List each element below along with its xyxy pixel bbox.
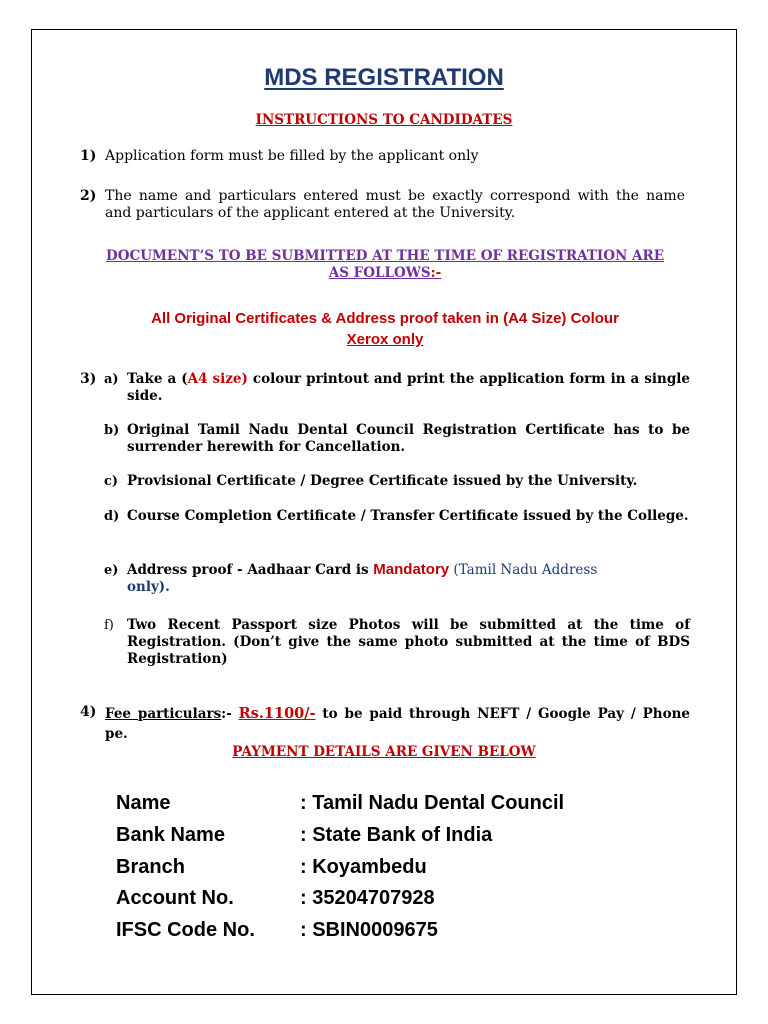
bank-ifsc-label: IFSC Code No. (116, 919, 255, 941)
item-3f-label: f) (104, 618, 114, 633)
bank-ifsc-value: : SBIN0009675 (300, 919, 438, 941)
item-3a-label: a) (104, 372, 119, 387)
originals-note (80, 308, 690, 350)
originals-note-line2: Xerox only (346, 331, 424, 348)
documents-heading-suffix: :- (430, 265, 442, 281)
documents-heading-line1: DOCUMENT’S TO BE SUBMITTED AT THE TIME OF REGISTRATION ARE (105, 248, 664, 264)
item-3b-label: b) (104, 423, 120, 438)
bank-bank-label: Bank Name (116, 824, 225, 846)
item-3a-text (127, 371, 690, 405)
item-3f-text: Two Recent Passport size Photos will be submitted at the time of Registration. (Don’t give the same photo submitted at the time of BDS Registration) (127, 617, 690, 667)
documents-heading-line2: AS FOLLOWS (328, 265, 431, 281)
item-3e-mandatory: Mandatory (373, 561, 450, 578)
item-1-number: 1) (80, 148, 97, 164)
bank-branch-value: : Koyambedu (300, 856, 427, 878)
item-3b-text: Original Tamil Nadu Dental Council Registration Certificate has to be surrender herewith for Cancellation. (127, 422, 690, 455)
item-3e-pre: Address proof - Aadhaar Card is (127, 562, 374, 578)
bank-account-label: Account No. (116, 887, 234, 909)
bank-branch-label: Branch (116, 856, 185, 878)
item-2-number: 2) (80, 188, 97, 204)
item-3d-label: d) (104, 509, 120, 524)
item-3e-paren-open: (Tamil Nadu Address (449, 562, 598, 578)
item-4-number: 4) (80, 704, 97, 720)
item-3e-label: e) (104, 563, 119, 578)
item-4-sep: :- (221, 706, 239, 722)
item-3c-text: Provisional Certificate / Degree Certificate issued by the University. (127, 473, 638, 489)
item-3e-paren-close: only). (127, 579, 170, 595)
item-4-text (105, 704, 690, 744)
documents-heading (80, 248, 690, 282)
item-4-post: to be paid through NEFT / Google Pay / Phone pe. (105, 706, 690, 742)
bank-bank-value: : State Bank of India (300, 824, 493, 846)
item-2-text: The name and particulars entered must be exactly correspond with the name and particulars of the applicant entered at the University. (105, 188, 685, 221)
item-3a-highlight: A4 size) (187, 371, 248, 387)
item-3c-label: c) (104, 474, 119, 489)
bank-name-value: : Tamil Nadu Dental Council (300, 792, 565, 814)
instructions-heading: INSTRUCTIONS TO CANDIDATES (255, 112, 513, 128)
page-title: MDS REGISTRATION (264, 64, 504, 91)
item-3a-post: colour printout and print the application form in a single side. (127, 371, 690, 404)
bank-account-value: : 35204707928 (300, 887, 435, 909)
payment-heading: PAYMENT DETAILS ARE GIVEN BELOW (232, 744, 536, 760)
item-4-label: Fee particulars (105, 706, 222, 722)
fee-amount: Rs.1100/- (238, 705, 316, 722)
bank-name-label: Name (116, 792, 171, 814)
item-3-number: 3) (80, 371, 97, 387)
originals-note-line1: All Original Certificates & Address proof taken in (A4 Size) Colour (151, 310, 619, 327)
item-3a-pre: Take a ( (127, 371, 188, 387)
item-1-text: Application form must be filled by the applicant only (105, 148, 479, 164)
item-3e-text (127, 561, 690, 596)
item-3d-text: Course Completion Certificate / Transfer Certificate issued by the College. (127, 508, 689, 524)
